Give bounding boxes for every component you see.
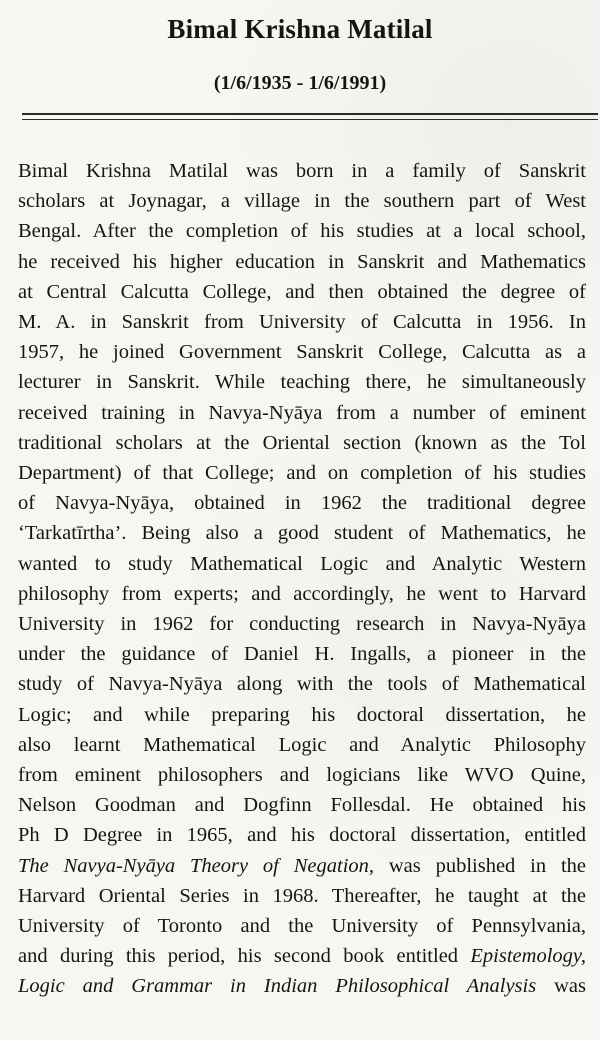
italic-book-title: The Navya-Nyāya Theory of Negation: [18, 854, 369, 877]
text-line: at Central Calcutta College, and then obtained the degree of: [18, 280, 586, 303]
text-line: Ph D Degree in 1965, and his doctoral dissertation, entitled: [18, 824, 586, 847]
text-line: of Navya-Nyāya, obtained in 1962 the traditional degree: [18, 492, 586, 515]
italic-book-title-start: Epistemology,: [470, 945, 586, 968]
text-line-with-title: [18, 971, 586, 1001]
text-fragment: , was published in the: [368, 854, 586, 877]
text-line: ‘Tarkatīrtha’. Being also a good student of Mathematics, he: [18, 522, 586, 545]
text-line: Bimal Krishna Matilal was born in a family of Sanskrit: [18, 160, 586, 182]
text-line: received training in Navya-Nyāya from a number of eminent: [18, 401, 586, 424]
text-line: Bengal. After the completion of his studies at a local school,: [18, 220, 586, 243]
text-line: 1957, he joined Government Sanskrit College, Calcutta as a: [18, 341, 586, 364]
text-line: University in 1962 for conducting research in Navya-Nyāya: [18, 613, 586, 636]
text-line: M. A. in Sanskrit from University of Calcutta in 1956. In: [18, 311, 586, 334]
text-fragment: was: [536, 975, 586, 998]
text-line: lecturer in Sanskrit. While teaching there, he simultaneously: [18, 371, 586, 394]
italic-book-title-continued: Logic and Grammar in Indian Philosophical Analysis: [18, 975, 537, 998]
biography-text: [18, 156, 586, 1002]
text-line: philosophy from experts; and accordingly, he went to Harvard: [18, 582, 586, 605]
text-line: under the guidance of Daniel H. Ingalls, a pioneer in the: [18, 643, 586, 666]
text-line: Nelson Goodman and Dogfinn Follesdal. He obtained his: [18, 794, 586, 817]
text-line: wanted to study Mathematical Logic and Analytic Western: [18, 552, 586, 575]
text-line: Harvard Oriental Series in 1968. Thereafter, he taught at the: [18, 884, 586, 907]
text-line-with-title: [18, 941, 586, 971]
text-line: traditional scholars at the Oriental section (known as the Tol: [18, 431, 586, 454]
title-divider-top: [22, 113, 598, 115]
text-line: he received his higher education in Sanskrit and Mathematics: [18, 250, 586, 273]
text-line: from eminent philosophers and logicians like WVO Quine,: [18, 764, 586, 787]
text-line: also learnt Mathematical Logic and Analytic Philosophy: [18, 733, 586, 756]
text-fragment: and during this period, his second book entitled: [18, 945, 471, 968]
text-line-with-title: [18, 851, 586, 881]
text-line: University of Toronto and the University of Pennsylvania,: [18, 915, 586, 938]
text-line: scholars at Joynagar, a village in the southern part of West: [18, 190, 586, 213]
text-line: study of Navya-Nyāya along with the tools of Mathematical: [18, 673, 586, 696]
page-title: Bimal Krishna Matilal: [167, 14, 433, 44]
text-line: Department) of that College; and on completion of his studies: [18, 462, 586, 485]
title-divider-bottom: [22, 119, 598, 120]
text-line: Logic; and while preparing his doctoral dissertation, he: [18, 703, 586, 726]
life-dates: (1/6/1935 - 1/6/1991): [213, 72, 387, 94]
